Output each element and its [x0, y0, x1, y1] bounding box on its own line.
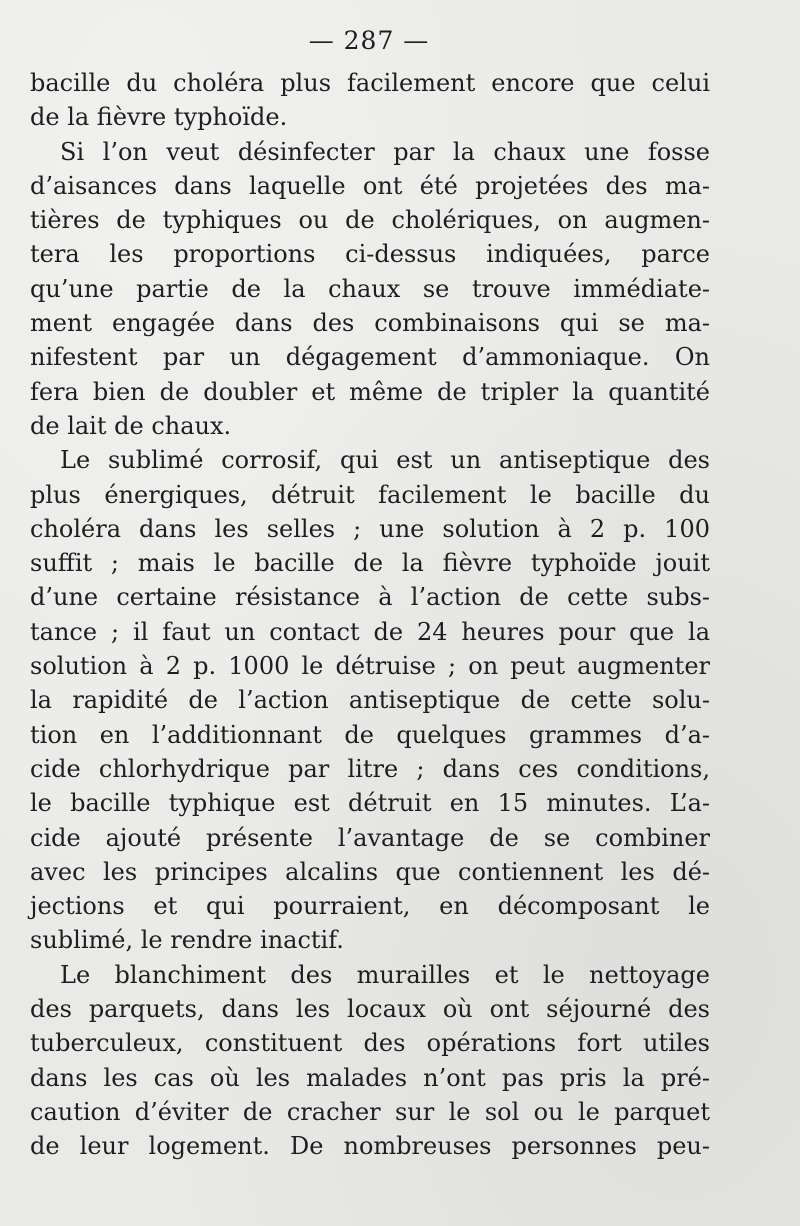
paragraph-1 [30, 66, 710, 135]
text-line: tance ; il faut un contact de 24 heures pour que la [30, 617, 710, 646]
text-line: choléra dans les selles ; une solution à 2 p. 100 [30, 514, 710, 543]
text-line: de leur logement. De nombreuses personnes peu- [30, 1132, 710, 1161]
text-line: qu’une partie de la chaux se trouve immédiate- [30, 274, 710, 303]
text-line: la rapidité de l’action antiseptique de cette solu- [30, 686, 710, 715]
text-line: cide ajouté présente l’avantage de se combiner [30, 823, 710, 852]
text-line: d’une certaine résistance à l’action de cette subs- [30, 583, 710, 612]
text-line: Le blanchiment des murailles et le nettoyage [60, 960, 710, 989]
paragraph-2 [30, 135, 710, 444]
paragraph-3 [30, 443, 710, 957]
text-line: caution d’éviter de cracher sur le sol ou le parquet [30, 1097, 710, 1126]
text-line: Le sublimé corrosif, qui est un antiseptique des [60, 446, 710, 475]
paragraph-4 [30, 958, 710, 1164]
text-line: fera bien de doubler et même de tripler la quantité [30, 377, 710, 406]
text-line: tion en l’additionnant de quelques grammes d’a- [30, 720, 710, 749]
text-line: nifestent par un dégagement d’ammoniaque. On [30, 343, 710, 372]
text-line: sublimé, le rendre inactif. [30, 926, 344, 955]
text-line: solution à 2 p. 1000 le détruise ; on peut augmenter [30, 652, 710, 681]
text-line: Si l’on veut désinfecter par la chaux une fosse [60, 137, 710, 166]
text-line: suffit ; mais le bacille de la fièvre typhoïde jouit [30, 549, 710, 578]
text-line: d’aisances dans laquelle ont été projetées des ma- [30, 171, 710, 200]
text-line: dans les cas où les malades n’ont pas pris la pré- [30, 1063, 710, 1092]
text-line: jections et qui pourraient, en décomposant le [30, 892, 710, 921]
text-line: plus énergiques, détruit facilement le bacille du [30, 480, 710, 509]
text-line: ment engagée dans des combinaisons qui se ma- [30, 309, 710, 338]
text-line: tuberculeux, constituent des opérations fort utiles [30, 1029, 710, 1058]
body-text [30, 66, 710, 1164]
page-number: — 287 — [308, 26, 430, 55]
text-line: des parquets, dans les locaux où ont séjourné des [30, 995, 710, 1024]
text-line: tera les proportions ci-dessus indiquées, parce [30, 240, 710, 269]
text-line: de la fièvre typhoïde. [30, 103, 288, 132]
text-line: bacille du choléra plus facilement encore que celui [30, 69, 710, 97]
text-line: avec les principes alcalins que contiennent les dé- [30, 857, 710, 886]
text-line: le bacille typhique est détruit en 15 minutes. L’a- [30, 789, 710, 818]
text-line: tières de typhiques ou de cholériques, on augmen- [30, 206, 710, 235]
text-line: cide chlorhydrique par litre ; dans ces conditions, [30, 754, 710, 783]
text-line: de lait de chaux. [30, 411, 232, 440]
